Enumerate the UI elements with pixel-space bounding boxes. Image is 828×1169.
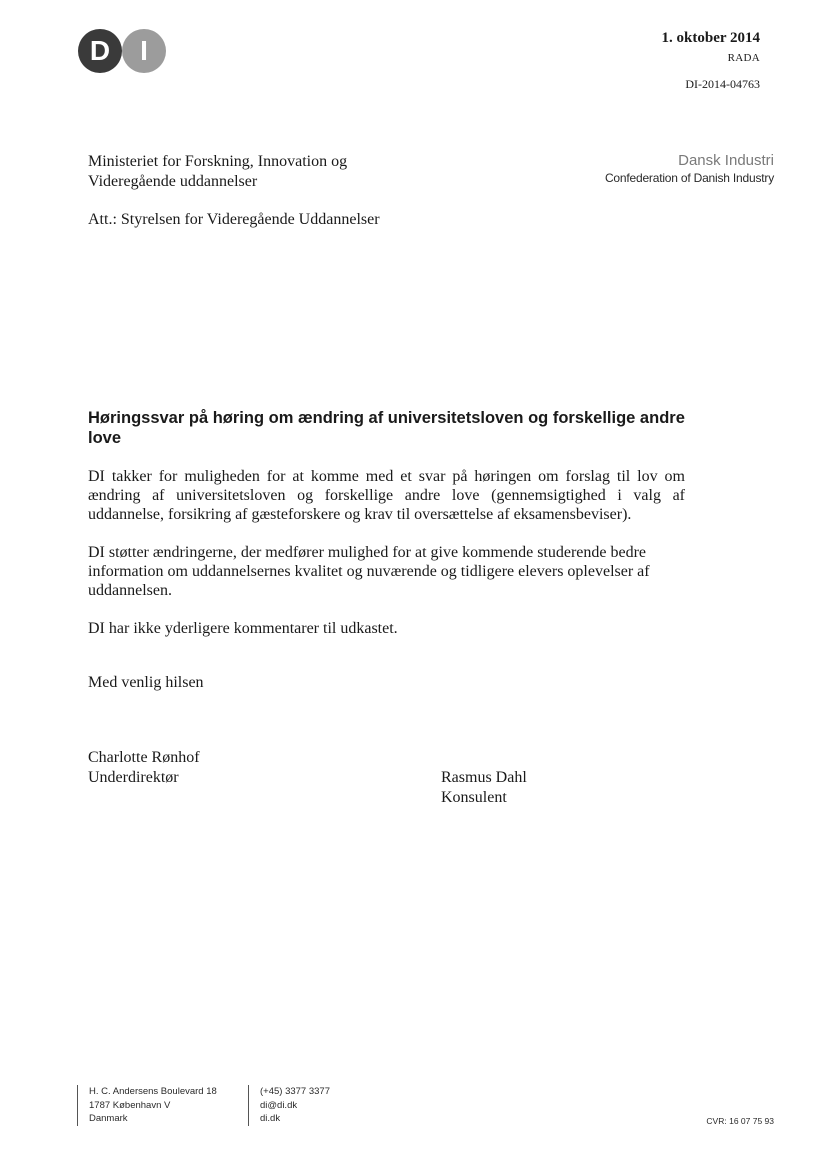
recipient-line-2: Videregående uddannelser [88, 173, 258, 190]
logo-letter-d: D [89, 35, 111, 66]
footer-address [77, 1085, 217, 1126]
signatory-name: Rasmus Dahl [441, 769, 527, 786]
letter-date: 1. oktober 2014 [661, 30, 760, 46]
footer-cvr: CVR: 16 07 75 93 [706, 1116, 774, 1126]
letter-title: Høringssvar på høring om ændring af universitetsloven og forskellige andre love [88, 409, 685, 447]
signature-block-2 [441, 768, 527, 808]
paragraph-2: DI støtter ændringerne, der medfører mulighed for at give kommende studerende bedre information om uddannelsernes kvalitet og nuværende og tidligere elevers oplevelser af uddannelsen. [88, 544, 650, 599]
footer-street: H. C. Andersens Boulevard 18 [89, 1086, 217, 1097]
footer-contact [248, 1085, 330, 1126]
signatory-title: Konsulent [441, 789, 507, 806]
logo-letter-i: I [140, 35, 148, 66]
recipient-line-1: Ministeriet for Forskning, Innovation og [88, 153, 348, 170]
closing-salutation: Med venlig hilsen [88, 674, 204, 691]
footer-city: 1787 København V [89, 1099, 171, 1111]
signatory-name: Charlotte Rønhof [88, 749, 200, 766]
footer-web: di.dk [260, 1113, 281, 1124]
attention-line: Att.: Styrelsen for Videregående Uddannelser [88, 211, 380, 228]
paragraph-3: DI har ikke yderligere kommentarer til udkastet. [88, 620, 398, 637]
reference-number: DI-2014-04763 [685, 77, 760, 91]
di-logo [78, 29, 168, 73]
brand-name: Dansk Industri [678, 152, 774, 169]
signature-block-1 [88, 748, 200, 788]
brand-subtitle: Confederation of Danish Industry [604, 171, 774, 185]
footer-country: Danmark [89, 1113, 128, 1124]
logo-circle-d [78, 29, 122, 73]
author-initials: RADA [727, 52, 760, 64]
recipient-address [88, 152, 347, 192]
signatory-title: Underdirektør [88, 769, 179, 786]
logo-circle-i [122, 29, 166, 73]
footer-phone: (+45) 3377 3377 [260, 1086, 330, 1097]
footer-email: di@di.dk [260, 1099, 298, 1111]
paragraph-1: DI takker for muligheden for at komme med et svar på høringen om forslag til lov om ændring af universitetsloven og forskellige andre love (gennemsigtighed i valg af uddannelse, forsikring af gæsteforskere og krav til oversættelse af eksamensbeviser). [88, 468, 685, 523]
